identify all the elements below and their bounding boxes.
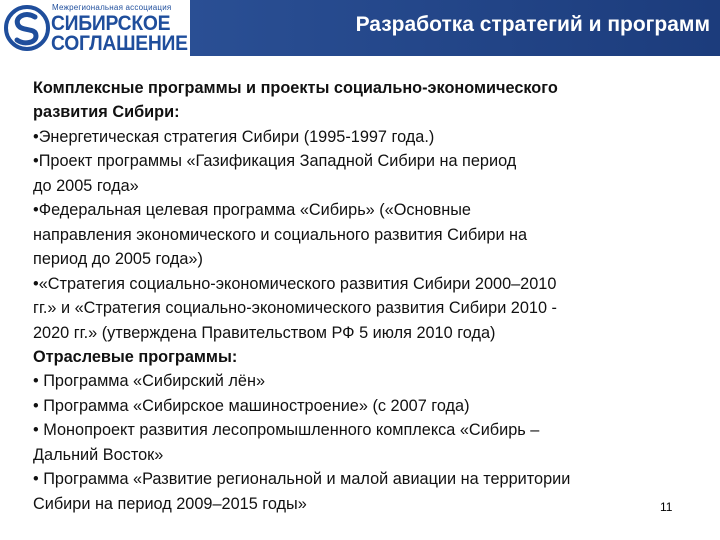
logo-text-line2: СОГЛАШЕНИЕ [51,32,188,55]
body-text-line: период до 2005 года») [33,250,203,269]
logo-text-line1: СИБИРСКОЕ [51,12,171,35]
body-text-line: Сибири на период 2009–2015 годы» [33,494,307,513]
body-text-line: • Программа «Сибирский лён» [33,372,266,391]
body-text-line: гг.» и «Стратегия социально-экономического развития Сибири 2010 - [33,299,557,318]
body-text-line: •Федеральная целевая программа «Сибирь» («Основные [33,201,471,220]
logo-subtitle: Межрегиональная ассоциация [52,3,172,12]
body-text-line: •Энергетическая стратегия Сибири (1995-1997 года.) [33,127,435,146]
slide-header [0,0,720,56]
section-heading-line: Комплексные программы и проекты социально-экономического [33,79,558,97]
body-text-line: •«Стратегия социально-экономического развития Сибири 2000–2010 [33,274,557,293]
title-bar [190,0,720,56]
body-text-line: • Монопроект развития лесопромышленного комплекса «Сибирь – [33,421,540,440]
body-text-line: • Программа «Развитие региональной и малой авиации на территории [33,470,571,489]
body-text-line: направления экономического и социального развития Сибири на [33,225,528,244]
logo [0,0,190,56]
section-heading-line: развития Сибири: [33,103,180,122]
body-text-line: до 2005 года» [33,176,139,195]
section-heading-line: Отраслевые программы: [33,347,238,366]
slide-title: Разработка стратегий и программ [355,13,710,36]
body-text-line: Дальний Восток» [33,445,164,464]
logo-swirl-icon [4,5,50,51]
slide-body-text [33,76,703,516]
body-text-line: • Программа «Сибирское машиностроение» (с 2007 года) [33,396,470,415]
page-number: 11 [660,500,673,514]
body-text-line: •Проект программы «Газификация Западной Сибири на период [33,152,517,171]
body-text-line: 2020 гг.» (утверждена Правительством РФ 5 июля 2010 года) [33,323,496,342]
